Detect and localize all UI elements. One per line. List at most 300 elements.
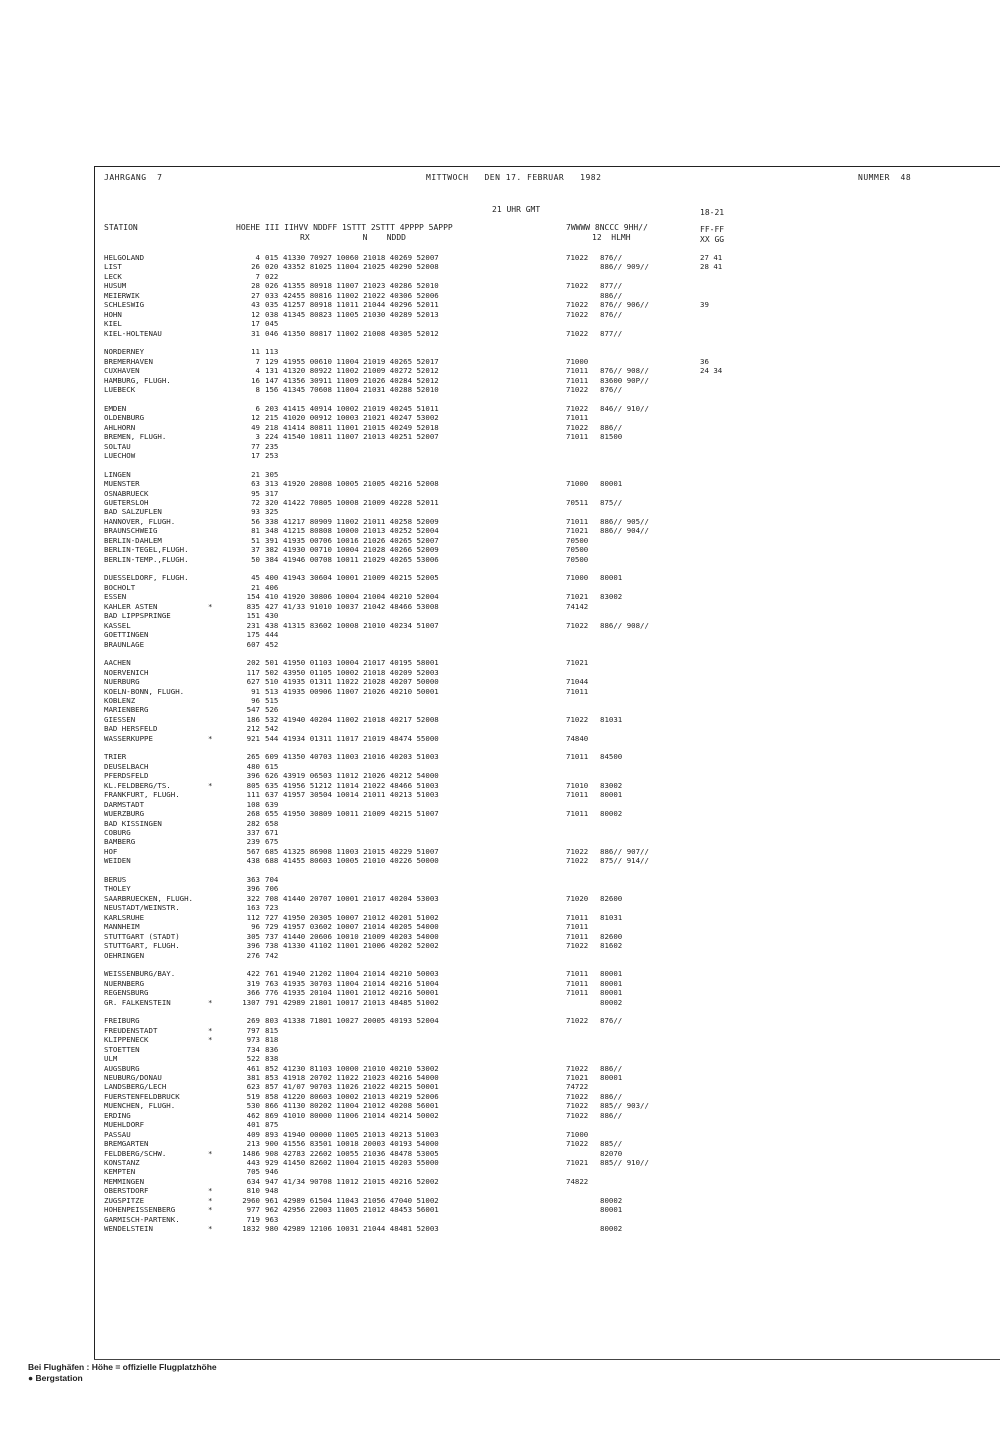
cell-height: 7: [255, 356, 260, 366]
cell-height: 623: [246, 1082, 260, 1092]
cell-station: HELGOLAND: [104, 253, 145, 262]
cell-code: 71022: [566, 1091, 589, 1101]
cell-ii: 688: [265, 856, 279, 866]
cell-vals: 41/34 90708 11012 21015 40216 52002: [283, 1176, 439, 1186]
cell-ii: 218: [265, 422, 279, 432]
cell-station: HOHN: [104, 309, 122, 319]
cell-ii: 929: [265, 1158, 279, 1167]
cell-ii: 609: [265, 752, 279, 762]
cell-height: 409: [246, 1129, 260, 1139]
cell-vals: 41440 20707 10001 21017 40204 53003: [283, 893, 439, 903]
cell-ii: 727: [265, 912, 279, 922]
cell-extra: 80001: [600, 479, 623, 488]
cell-extra: 886// 905//: [600, 516, 649, 526]
cell-vals: 43352 81025 11004 21025 40290 52008: [283, 262, 439, 272]
cell-height: 1486: [242, 1148, 260, 1158]
cell-extra: 84500: [600, 752, 623, 762]
cell-height: 96: [251, 695, 260, 705]
cell-station: OEHRINGEN: [104, 950, 145, 960]
cell-station: TRIER: [104, 752, 127, 762]
cell-station: HANNOVER, FLUGH.: [104, 516, 176, 526]
header-date: MITTWOCH DEN 17. FEBRUAR 1982: [426, 173, 602, 182]
cell-station: GOETTINGEN: [104, 630, 149, 639]
cell-extra: 886// 907//: [600, 846, 649, 856]
table-row: [0, 884, 1000, 894]
table-row: [0, 856, 1000, 866]
cell-height: 719: [246, 1214, 260, 1224]
cell-ff: 24 34: [700, 366, 723, 376]
table-row: [0, 536, 1000, 546]
cell-station: KOELN-BONN, FLUGH.: [104, 686, 185, 696]
cell-station: MANNHEIM: [104, 922, 140, 932]
cell-station: BAD KISSINGEN: [104, 818, 162, 828]
cell-ii: 430: [265, 611, 279, 621]
cell-vals: 41957 30504 10014 21011 40213 51003: [283, 790, 439, 800]
cell-extra: 876//: [600, 1016, 623, 1026]
footnote-mountain-station: ● Bergstation: [28, 1373, 83, 1383]
cell-height: 77: [251, 441, 260, 451]
table-row: [0, 1167, 1000, 1177]
cell-code: 71020: [566, 893, 589, 903]
cell-code: 71011: [566, 969, 589, 979]
cell-station: LUEBECK: [104, 385, 136, 394]
cell-station: FREIBURG: [104, 1016, 140, 1026]
cell-height: 805: [246, 780, 260, 790]
cell-station: BREMERHAVEN: [104, 356, 153, 366]
cell-ii: 708: [265, 893, 279, 903]
table-row: [0, 969, 1000, 979]
cell-vals: 41950 30809 10011 21009 40215 51007: [283, 809, 439, 819]
column-header-values-sub: RX N NDDD: [300, 233, 406, 242]
cell-star: *: [208, 1195, 213, 1205]
cell-height: 3: [255, 432, 260, 441]
cell-height: 12: [251, 309, 260, 319]
cell-station: PFERDSFELD: [104, 771, 149, 781]
cell-ii: 203: [265, 403, 279, 413]
cell-code: 71022: [566, 328, 589, 338]
table-row: [0, 800, 1000, 810]
cell-code: 71022: [566, 309, 589, 319]
cell-code: 71022: [566, 1063, 589, 1073]
cell-station: THOLEY: [104, 884, 131, 894]
cell-height: 265: [246, 752, 260, 762]
cell-code: 74722: [566, 1082, 589, 1092]
cell-code: 71022: [566, 1139, 589, 1149]
cell-vals: 41217 80909 11002 21011 40258 52009: [283, 516, 439, 526]
table-row: [0, 281, 1000, 291]
cell-ii: 803: [265, 1016, 279, 1026]
cell-height: 634: [246, 1176, 260, 1186]
table-row: [0, 329, 1000, 339]
cell-extra: 876//: [600, 385, 623, 394]
cell-station: LECK: [104, 271, 122, 281]
cell-ii: 615: [265, 761, 279, 771]
cell-extra: 876// 906//: [600, 300, 649, 310]
cell-ii: 875: [265, 1120, 279, 1130]
cell-ii: 908: [265, 1148, 279, 1158]
cell-ii: 980: [265, 1224, 279, 1234]
cell-star: *: [208, 1205, 213, 1215]
cell-vals: 41940 40204 11002 21018 40217 52008: [283, 714, 439, 724]
cell-height: 186: [246, 714, 260, 724]
cell-code: 71011: [566, 366, 589, 376]
table-row: [0, 951, 1000, 961]
cell-extra: 80002: [600, 1224, 623, 1234]
table-row: [0, 630, 1000, 640]
cell-ff: 39: [700, 300, 709, 310]
cell-code: 71022: [566, 846, 589, 856]
table-row: [0, 555, 1000, 565]
cell-height: 154: [246, 592, 260, 602]
cell-ii: 320: [265, 497, 279, 507]
cell-vals: 41325 86908 11003 21015 40229 51007: [283, 846, 439, 856]
cell-station: HUSUM: [104, 281, 127, 291]
cell-code: 71021: [566, 1158, 589, 1167]
table-row: [0, 1111, 1000, 1121]
cell-ii: 026: [265, 281, 279, 291]
cell-station: STUTTGART (STADT): [104, 931, 180, 941]
cell-ii: 658: [265, 818, 279, 828]
cell-star: *: [208, 733, 213, 743]
cell-code: 71022: [566, 714, 589, 724]
cell-code: 70500: [566, 535, 589, 545]
cell-station: KOBLENZ: [104, 695, 136, 705]
cell-code: 71022: [566, 300, 589, 310]
cell-height: 17: [251, 319, 260, 329]
cell-code: 71022: [566, 403, 589, 413]
cell-ii: 452: [265, 639, 279, 649]
cell-ii: 853: [265, 1072, 279, 1082]
table-row: [0, 658, 1000, 668]
cell-height: 522: [246, 1054, 260, 1063]
cell-ii: 818: [265, 1035, 279, 1045]
cell-ii: 852: [265, 1063, 279, 1073]
cell-station: ULM: [104, 1054, 118, 1063]
cell-station: MARIENBERG: [104, 705, 149, 715]
cell-station: BAMBERG: [104, 837, 136, 847]
cell-code: 71022: [566, 1101, 589, 1111]
cell-station: NEUBURG/DONAU: [104, 1072, 162, 1082]
cell-extra: 876// 908//: [600, 366, 649, 376]
cell-vals: 41350 40703 11003 21016 40203 51003: [283, 752, 439, 762]
cell-vals: 43950 01105 10002 21018 40209 52003: [283, 667, 439, 677]
cell-station: NOERVENICH: [104, 667, 149, 677]
cell-height: 151: [246, 611, 260, 621]
cell-vals: 41920 30806 10004 21004 40210 52004: [283, 592, 439, 602]
cell-ii: 858: [265, 1091, 279, 1101]
cell-height: 26: [251, 262, 260, 272]
cell-station: GIESSEN: [104, 714, 136, 724]
column-header-ff-sub: XX GG: [700, 235, 725, 244]
cell-height: 212: [246, 724, 260, 734]
cell-height: 438: [246, 856, 260, 866]
cell-height: 8: [255, 385, 260, 394]
cell-height: 95: [251, 488, 260, 498]
cell-vals: 41338 71801 10027 20005 40193 52004: [283, 1016, 439, 1026]
cell-station: STOETTEN: [104, 1044, 140, 1054]
cell-vals: 41/07 90703 11026 21022 40215 50001: [283, 1082, 439, 1092]
cell-extra: 877//: [600, 328, 623, 338]
cell-extra: 875// 914//: [600, 856, 649, 866]
cell-station: BAD SALZUFLEN: [104, 507, 162, 517]
table-row: [0, 922, 1000, 932]
cell-height: 213: [246, 1139, 260, 1149]
cell-station: BERLIN-DAHLEM: [104, 535, 162, 545]
cell-vals: 41950 01103 10004 21017 40195 58001: [283, 658, 439, 668]
cell-extra: 876//: [600, 309, 623, 319]
cell-height: 96: [251, 922, 260, 932]
table-row: [0, 592, 1000, 602]
cell-height: 567: [246, 846, 260, 856]
cell-ii: 869: [265, 1110, 279, 1120]
cell-code: 71011: [566, 912, 589, 922]
cell-station: OBERSTDORF: [104, 1186, 149, 1196]
cell-vals: 41345 80823 11005 21030 40289 52013: [283, 309, 439, 319]
cell-ii: 020: [265, 262, 279, 272]
cell-vals: 42989 12106 10031 21044 48481 52003: [283, 1224, 439, 1234]
cell-ii: 947: [265, 1176, 279, 1186]
cell-station: BERUS: [104, 875, 127, 884]
cell-height: 422: [246, 969, 260, 979]
cell-vals: 41935 00906 11007 21026 40210 50001: [283, 686, 439, 696]
cell-height: 797: [246, 1025, 260, 1035]
cell-height: 401: [246, 1120, 260, 1130]
cell-height: 45: [251, 573, 260, 583]
column-header-groups-sub: 12 HLMH: [592, 233, 631, 242]
table-row: [0, 1186, 1000, 1196]
cell-vals: 41422 70805 10008 21009 40228 52011: [283, 497, 439, 507]
cell-ii: 317: [265, 488, 279, 498]
cell-extra: 886//: [600, 290, 623, 300]
cell-height: 202: [246, 658, 260, 668]
cell-station: AHLHORN: [104, 422, 136, 432]
cell-height: 627: [246, 677, 260, 686]
cell-ii: 742: [265, 950, 279, 960]
cell-code: 71022: [566, 422, 589, 432]
table-row: [0, 1016, 1000, 1026]
cell-ii: 156: [265, 385, 279, 394]
table-row: [0, 498, 1000, 508]
cell-station: LINGEN: [104, 469, 131, 479]
cell-station: NEUSTADT/WEINSTR.: [104, 903, 180, 913]
cell-ii: 857: [265, 1082, 279, 1092]
cell-code: 71011: [566, 988, 589, 998]
cell-extra: 80001: [600, 988, 623, 998]
cell-station: REGENSBURG: [104, 988, 149, 998]
cell-vals: 41330 70927 10060 21018 40269 52007: [283, 253, 439, 262]
cell-ii: 866: [265, 1101, 279, 1111]
cell-ii: 685: [265, 846, 279, 856]
cell-vals: 41943 30604 10001 21009 40215 52005: [283, 573, 439, 583]
cell-code: 71011: [566, 686, 589, 696]
cell-station: NORDERNEY: [104, 347, 145, 357]
table-row: [0, 941, 1000, 951]
cell-ii: 675: [265, 837, 279, 847]
table-row: [0, 1073, 1000, 1083]
table-row: [0, 762, 1000, 772]
table-row: [0, 781, 1000, 791]
cell-height: 480: [246, 761, 260, 771]
table-row: [0, 998, 1000, 1008]
cell-height: 734: [246, 1044, 260, 1054]
cell-station: WENDELSTEIN: [104, 1224, 153, 1234]
cell-station: GARMISCH-PARTENK.: [104, 1214, 180, 1224]
cell-code: 74840: [566, 733, 589, 743]
cell-extra: 886//: [600, 1110, 623, 1120]
cell-station: FREUDENSTADT: [104, 1025, 158, 1035]
table-row: [0, 1130, 1000, 1140]
cell-ii: 305: [265, 469, 279, 479]
cell-vals: 41230 81103 10000 21010 40210 53002: [283, 1063, 439, 1073]
cell-vals: 41010 80000 11006 21014 40214 50002: [283, 1110, 439, 1120]
cell-star: *: [208, 1148, 213, 1158]
cell-extra: 846// 910//: [600, 403, 649, 413]
cell-vals: 41215 80808 10000 21013 40252 52004: [283, 526, 439, 536]
cell-vals: 41355 80918 11007 21023 40286 52010: [283, 281, 439, 291]
table-row: [0, 319, 1000, 329]
cell-star: *: [208, 997, 213, 1007]
cell-code: 71011: [566, 978, 589, 988]
cell-station: AACHEN: [104, 658, 131, 668]
cell-station: KONSTANZ: [104, 1158, 140, 1167]
table-row: [0, 451, 1000, 461]
cell-ii: 384: [265, 554, 279, 564]
cell-ii: 410: [265, 592, 279, 602]
cell-ii: 348: [265, 526, 279, 536]
cell-height: 7: [255, 271, 260, 281]
cell-height: 462: [246, 1110, 260, 1120]
cell-extra: 83002: [600, 592, 623, 602]
cell-station: DUESSELDORF, FLUGH.: [104, 573, 189, 583]
cell-ii: 706: [265, 884, 279, 894]
cell-height: 396: [246, 771, 260, 781]
table-row: [0, 573, 1000, 583]
cell-extra: 80001: [600, 978, 623, 988]
cell-extra: 885// 903//: [600, 1101, 649, 1111]
cell-code: 71011: [566, 516, 589, 526]
cell-extra: 80002: [600, 997, 623, 1007]
cell-station: STUTTGART, FLUGH.: [104, 941, 180, 951]
table-row: [0, 819, 1000, 829]
cell-height: 16: [251, 375, 260, 385]
cell-code: 71011: [566, 432, 589, 441]
cell-vals: 41020 00912 10003 21021 40247 53002: [283, 413, 439, 423]
cell-station: KARLSRUHE: [104, 912, 145, 922]
cell-station: ESSEN: [104, 592, 127, 602]
cell-star: *: [208, 1025, 213, 1035]
cell-ii: 626: [265, 771, 279, 781]
cell-height: 93: [251, 507, 260, 517]
cell-code: 71021: [566, 1072, 589, 1082]
table-row: [0, 517, 1000, 527]
cell-ii: 035: [265, 300, 279, 310]
cell-station: AUGSBURG: [104, 1063, 140, 1073]
cell-code: 71044: [566, 677, 589, 686]
cell-ii: 033: [265, 290, 279, 300]
table-row: [0, 1224, 1000, 1234]
cell-height: 112: [246, 912, 260, 922]
cell-extra: 877//: [600, 281, 623, 291]
cell-station: FRANKFURT, FLUGH.: [104, 790, 180, 800]
footnote-airport-height: Bei Flughäfen : Höhe = offizielle Flugplatzhöhe: [28, 1362, 217, 1372]
cell-station: BRAUNSCHWEIG: [104, 526, 158, 536]
cell-ii: 113: [265, 347, 279, 357]
cell-station: HAMBURG, FLUGH.: [104, 375, 171, 385]
cell-station: SCHLESWIG: [104, 300, 145, 310]
cell-ii: 131: [265, 366, 279, 376]
cell-ii: 948: [265, 1186, 279, 1196]
cell-extra: 81500: [600, 432, 623, 441]
table-row: [0, 413, 1000, 423]
cell-ii: 313: [265, 479, 279, 488]
cell-extra: 886//: [600, 1063, 623, 1073]
cell-ff: 36: [700, 356, 709, 366]
cell-vals: 41955 00610 11004 21019 40265 52017: [283, 356, 439, 366]
cell-height: 17: [251, 450, 260, 460]
cell-height: 363: [246, 875, 260, 884]
cell-extra: 82600: [600, 931, 623, 941]
cell-height: 381: [246, 1072, 260, 1082]
cell-height: 49: [251, 422, 260, 432]
cell-ii: 635: [265, 780, 279, 790]
cell-height: 530: [246, 1101, 260, 1111]
cell-height: 72: [251, 497, 260, 507]
cell-station: ERDING: [104, 1110, 131, 1120]
cell-extra: 80002: [600, 1195, 623, 1205]
cell-code: 71022: [566, 856, 589, 866]
cell-vals: 41350 80817 11002 21008 40305 52012: [283, 328, 439, 338]
cell-station: OSNABRUECK: [104, 488, 149, 498]
cell-station: MUENCHEN, FLUGH.: [104, 1101, 176, 1111]
cell-extra: 80002: [600, 809, 623, 819]
cell-ii: 046: [265, 328, 279, 338]
table-row: [0, 262, 1000, 272]
cell-code: 74822: [566, 1176, 589, 1186]
cell-station: SOLTAU: [104, 441, 131, 451]
cell-code: 71011: [566, 922, 589, 932]
cell-ii: 129: [265, 356, 279, 366]
cell-height: 1832: [242, 1224, 260, 1234]
cell-ii: 946: [265, 1167, 279, 1177]
column-header-values: HOEHE III IIHVV NDDFF 1STTT 2STTT 4PPPP 5APPP: [236, 223, 453, 232]
cell-extra: 886// 908//: [600, 620, 649, 630]
cell-ii: 776: [265, 988, 279, 998]
cell-height: 547: [246, 705, 260, 715]
header-number: NUMMER 48: [858, 173, 912, 182]
cell-ii: 836: [265, 1044, 279, 1054]
cell-station: NUERBURG: [104, 677, 140, 686]
cell-ii: 045: [265, 319, 279, 329]
cell-station: BOCHOLT: [104, 582, 136, 592]
cell-star: *: [208, 1035, 213, 1045]
cell-vals: 41934 01311 11017 21019 48474 55000: [283, 733, 439, 743]
frame-top-rule: [94, 166, 1000, 167]
cell-height: 977: [246, 1205, 260, 1215]
cell-ii: 325: [265, 507, 279, 517]
cell-height: 269: [246, 1016, 260, 1026]
cell-station: DEUSELBACH: [104, 761, 149, 771]
cell-height: 305: [246, 931, 260, 941]
cell-station: ZUGSPITZE: [104, 1195, 145, 1205]
cell-vals: 41345 70608 11004 21031 40288 52010: [283, 385, 439, 394]
cell-code: 70500: [566, 545, 589, 555]
cell-height: 921: [246, 733, 260, 743]
cell-vals: 41940 00000 11005 21013 40213 51003: [283, 1129, 439, 1139]
cell-vals: 41220 80603 10002 21013 40219 52006: [283, 1091, 439, 1101]
cell-code: 71022: [566, 253, 589, 262]
cell-code: 71011: [566, 375, 589, 385]
cell-ii: 438: [265, 620, 279, 630]
